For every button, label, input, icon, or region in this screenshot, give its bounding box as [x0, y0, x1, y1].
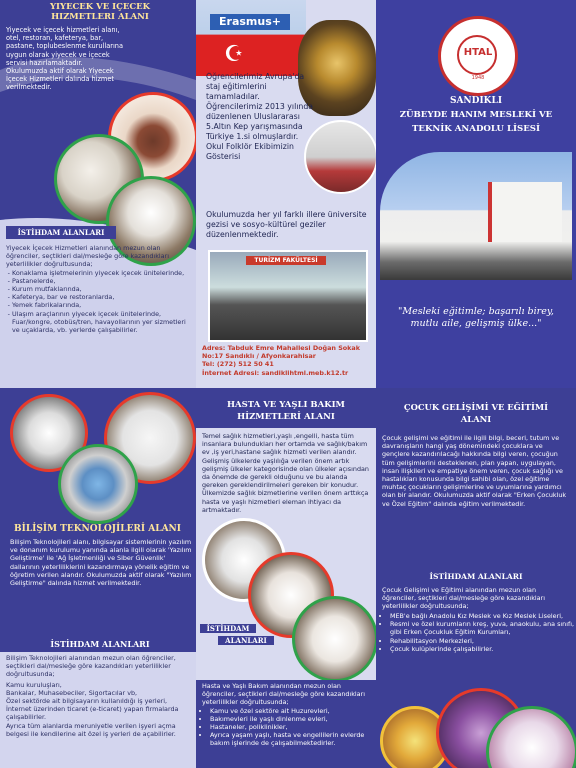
university-group-photo	[208, 250, 368, 342]
food-title: YIYECEK VE IÇECEK HIZMETLERI ALANI	[49, 2, 151, 22]
list-item: - Ulaşım araçlarının yiyecek içecek ünitelerinde, Fuar/kongre, otobüs/tren, havayollarının yer sizmetleri ve uçaklarda, vb. yerlerde çalışabilirler.	[12, 310, 192, 335]
it-panel	[0, 388, 196, 768]
list-item: • Ayrıca yaşam yaşlı, hasta ve engellilerin evlerde bakım işlerinde de çalışabilmektedirler.	[210, 731, 370, 747]
care-employment-block	[196, 680, 376, 768]
list-item: • Hastaneler, poliklinikler,	[210, 723, 370, 731]
care-employment-intro: Hasta ve Yaşlı Bakım alanından mezun olan öğrenciler, seçtikleri dal/mesleğe göre kazandıkları yeterlilikler doğrultusunda;	[202, 682, 366, 707]
school-motto: "Mesleki eğitimle; başarılı birey, mutlu aile, gelişmiş ülke..."	[398, 306, 554, 329]
list-item: • Öğrencilerimiz 2013 yılında düzenlenen Uluslararası 5.Altın Kep yarışmasında Türkiye 1.si olmuşlardır.	[206, 102, 318, 142]
it-employment-intro: Bilişim Teknolojileri alanından mezun olan öğrenciler, seçtikleri dal/mesleğe göre kazandıkları yeterlilikler doğrultusunda;	[6, 654, 176, 679]
child-title-line-2: ALANI	[460, 414, 492, 424]
list-item: • Okul Folklör Ekibimizin Gösterisi	[206, 142, 318, 162]
list-item: Bankalar, Muhasebeciler, Sigortacılar vb,	[6, 688, 138, 697]
list-item: • Rehabilitasyon Merkezleri,	[390, 637, 576, 645]
child-panel	[376, 388, 576, 768]
food-employment-intro: Yiyecek İçecek Hizmetleri alanından mezun olan öğrenciler, seçtikleri dal/mesleğe göre kazandıkları yeterlilikler doğrultusunda;	[6, 244, 170, 269]
care-panel	[196, 388, 376, 768]
care-title-line-2: HİZMETLERİ ALANI	[237, 412, 335, 422]
erasmus-photo	[196, 0, 306, 76]
school-city: SANDIKLI	[449, 96, 503, 106]
list-item: • MEB'e bağlı Anadolu Kız Meslek ve Kız Meslek Liseleri,	[390, 612, 576, 620]
tel-value: (272) 512 50 41	[216, 360, 274, 369]
care-title-line-1: HASTA VE YAŞLI BAKIM	[227, 400, 345, 410]
list-item: • Resmi ve özel kurumların kreş, yuva, anaokulu, ana sınıfı, gibi Erken Çocukluk Eğitim Kurumları,	[390, 620, 576, 636]
web-value: sandiklihtml.meb.k12.tr	[261, 368, 349, 377]
list-item: • Kamu ve özel sektöre ait Huzurevleri,	[210, 707, 370, 715]
care-photo-nurse	[292, 596, 376, 682]
list-item: • Öğrencilerimiz Avrupa'da staj eğitimlerini tamamladılar.	[206, 72, 318, 102]
contact-block	[202, 344, 372, 386]
child-employment-intro: Çocuk Gelişimi ve Eğitimi alanından mezun olan öğrenciler, seçtikleri dal/mesleğe göre kazandıkları yeterlilikler doğrultusunda;	[382, 586, 546, 610]
food-intro: Yiyecek ve içecek hizmetleri alanı, otel, restoran, kafeterya, bar, pastane, toplubeslenme kurullarına uygun olarak yiyecek ve içecek servisi hazırlamaktadır. Okulumuzda aktif olarak Yiyecek İçecek Hizmetleri dalında hizmet verilmektedir.	[6, 26, 124, 92]
school-building-photo	[380, 152, 572, 280]
food-employment-list	[6, 269, 192, 335]
list-item: - Kafeterya, bar ve restoranlarda,	[12, 293, 192, 301]
middle-top-panel	[196, 0, 376, 388]
cover-panel	[376, 0, 576, 388]
it-photo-computer	[58, 444, 138, 524]
list-item: Kamu kuruluşları,	[6, 680, 62, 689]
child-employment-title: İSTİHDAM ALANLARI	[429, 572, 523, 581]
care-intro: Temel sağlık hizmetleri,yaşlı ,engelli, hasta tüm insanlara bulundukları her ortamda ve sağlık/bakım ev ,iş yeri,hastane sağlık hizmeti verilen alandır. Gelişmiş ülkelerde yaşlılığa verilen önem artık gelişmiş ülkeler kategorisinde olan ülkeler açısından da önemde de gerekli olduğunu ve bu alanda gereken gereklendirilmeleri gereken bir konudur. Ülkemizde sağlık bizmetlerine verilen önem arttıkça hasta ve yaşlı hizmetleri eleman ihtiyacı da artmaktadır.	[202, 432, 369, 514]
list-item: • Çocuk kulüplerinde çalışabilirler.	[390, 645, 576, 653]
care-employment-title-1: İSTİHDAM	[200, 624, 256, 633]
it-employment-title: İSTİHDAM ALANLARI	[40, 638, 160, 650]
list-item: • Bakımevleri ile yaşlı dinlenme evleri,	[210, 715, 370, 723]
school-logo	[438, 16, 518, 96]
it-employment-block	[0, 652, 196, 768]
list-item: • Okulumuzda her yıl farklı illere üniversite gezisi ve sosyo-kültürel geziler düzenlenmektedir.	[206, 210, 370, 240]
list-item: - Konaklama işletmelerinin yiyecek içecek ünitelerinde,	[12, 269, 192, 277]
school-name-line-1: ZÜBEYDE HANIM MESLEKİ VE	[399, 110, 553, 120]
logo-initials: HTAL	[463, 47, 493, 58]
list-item: - Pastanelerde,	[12, 277, 192, 285]
food-employment-title: İSTİHDAM ALANLARI	[6, 226, 116, 239]
care-employment-title-2: ALANLARI	[218, 636, 274, 645]
food-employment-block	[6, 244, 192, 386]
child-intro: Çocuk gelişimi ve eğitimi ile ilgili bilgi, beceri, tutum ve davranışların hangi yaş dönemindeki çocuklara ve gençlere kazandırılacağı hakkında bilgi veren, çocuğun tüm gelişimlerini desteklenen, plan yapan, uygulayan, insan ilişkileri ve empatiye önem veren, çocuk sağlığı ve hastalıkları konusunda bilgi sahibi olan, özel eğitime muhtaç çocukların gelişimlerine ve uyumlarına yardımcı olan bir alandır. Okulumuzda aktif olarak "Erken Çocukluk ve Özel Eğitim" dalında eğitim verilmektedir.	[382, 434, 567, 508]
trip-note	[198, 210, 370, 250]
school-name-line-2: TEKNİK ANADOLU LİSESİ	[412, 124, 540, 134]
it-intro: Bilişim Teknolojileri alanı, bilgisayar sistemlerinin yazılım ve donanım kurulumu yanında alanla ilgili olarak 'Yazılım Geliştirme' ile 'Ağ İşletmenliği ve Siber Güvenlik' dallarının yeterliliklerini kazandırmaya yönelik eğitim ve öğretim verilen alandır. Okulumuzda aktif olarak "Yazılım Geliştirme" dalında hizmet verilmektedir.	[10, 538, 192, 588]
food-panel	[0, 0, 196, 388]
crescent-star-icon: ☪	[224, 42, 244, 67]
tel-label: Tel:	[202, 360, 215, 369]
address-value: Tabduk Emre Mahallesi Doğan Sokak No:17 Sandıklı / Afyonkarahisar	[202, 344, 360, 361]
child-employment-list	[382, 612, 576, 653]
list-item: Özel sektörde ait bilgisayarın kullanıldığı iş yerleri, İnternet üzerinden ticaret (e-ticaret) yapan firmalarda çalışabilirler.	[6, 697, 179, 722]
list-item: Ayrıca tüm alanlarda meruniyetle verilen işyeri açma belgesi ile kendilerine ait özel iş yerleri de açabilirler.	[6, 721, 176, 738]
erasmus-banner: Erasmus+	[210, 14, 290, 30]
it-employment-list	[6, 681, 190, 738]
address-label: Adres:	[202, 344, 226, 352]
list-item: - Yemek fabrikalarında,	[12, 301, 192, 309]
it-title: BİLİŞİM TEKNOLOJİLERİ ALANI	[14, 524, 181, 534]
care-employment-list	[202, 707, 370, 748]
web-label: İnternet Adresi:	[202, 368, 260, 377]
list-item: - Kurum mutfaklarında,	[12, 285, 192, 293]
faculty-sign: TURİZM FAKÜLTESİ	[246, 256, 326, 265]
logo-year: 1948	[471, 75, 485, 81]
child-title-line-1: ÇOCUK GELİŞİMİ VE EĞİTİMİ	[403, 402, 549, 412]
